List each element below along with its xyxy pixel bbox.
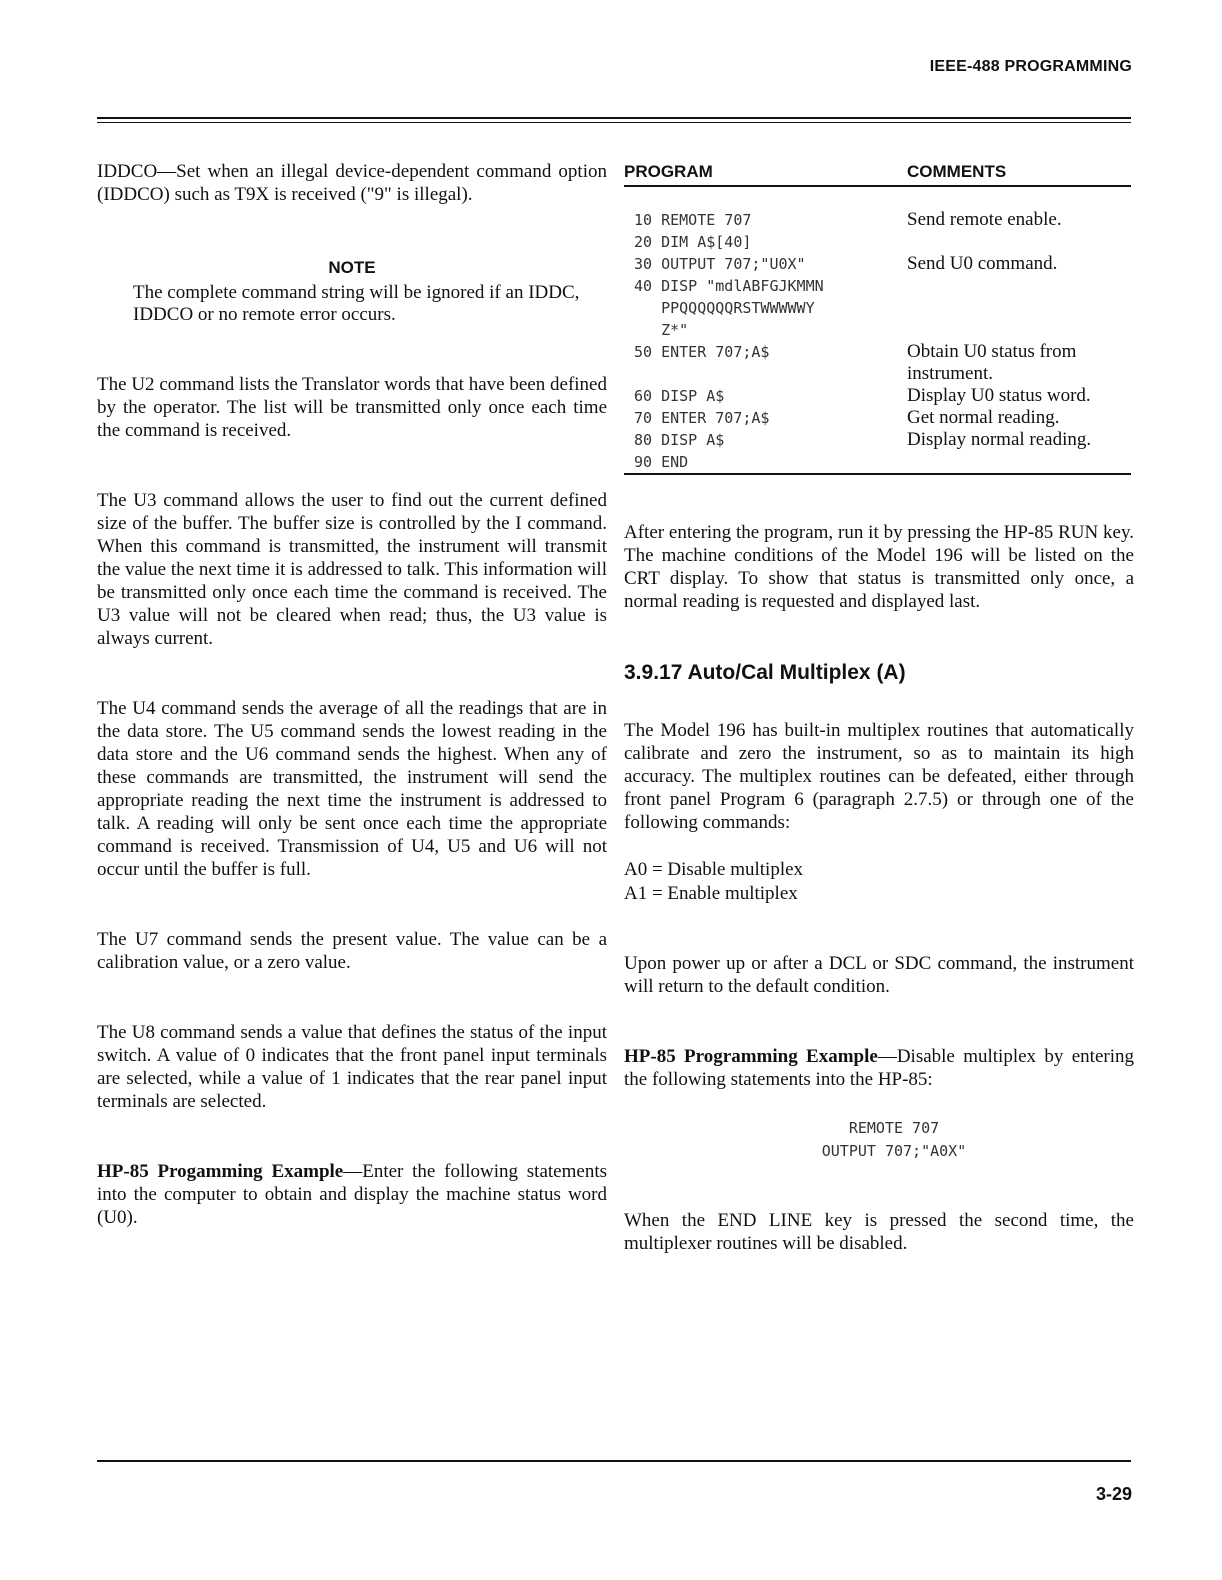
note-title: NOTE: [328, 258, 376, 277]
code-line: 50 ENTER 707;A$: [634, 343, 770, 361]
paragraph-powerup: Upon power up or after a DCL or SDC command, the instrument will return to the default condition.: [624, 953, 1134, 997]
comment: [907, 275, 1131, 297]
code-line: 80 DISP A$: [634, 431, 725, 449]
program-table: [624, 160, 1131, 475]
example-text: —Disable multiplex by entering the following statements into the HP-85:: [624, 1046, 1134, 1090]
paragraph-example-status: [97, 1160, 607, 1229]
example-code: [624, 1117, 1134, 1163]
comment: Obtain U0 status from instrument.: [907, 341, 1077, 384]
comment: Get normal reading.: [907, 407, 1060, 428]
running-header: IEEE-488 PROGRAMMING: [929, 58, 1132, 75]
code-line: 30 OUTPUT 707;"U0X": [634, 255, 806, 273]
table-row: [624, 319, 1131, 341]
comment: [907, 451, 1131, 474]
section-heading: 3.9.17 Auto/Cal Multiplex (A): [624, 661, 906, 684]
table-row: [624, 429, 1131, 451]
code-line: 60 DISP A$: [634, 387, 725, 405]
code-line: Z*": [634, 321, 689, 339]
paragraph-iddco: IDDCO—Set when an illegal device-dependent command option (IDDCO) such as T9X is received ("9" is illegal).: [97, 161, 607, 205]
paragraph-u7: The U7 command sends the present value. The value can be a calibration value, or a zero value.: [97, 929, 607, 973]
table-row: [624, 231, 1131, 253]
comment: Display U0 status word.: [907, 385, 1091, 406]
comment: [907, 297, 1131, 319]
table-row: [624, 297, 1131, 319]
table-row: [624, 451, 1131, 474]
paragraph-u2: The U2 command lists the Translator words that have been defined by the operator. The list will be transmitted only once each time the command is received.: [97, 374, 607, 441]
table-row: [624, 253, 1131, 275]
footer-rule: [97, 1460, 1131, 1462]
paragraph-after-program: After entering the program, run it by pressing the HP-85 RUN key. The machine conditions of the Model 196 will be listed on the CRT display. To show that status is transmitted only once, a normal reading is requested and displayed last.: [624, 522, 1134, 612]
code-line: PPQQQQQQRSTWWWWWY: [634, 299, 815, 317]
example-label: HP-85 Progamming Example: [97, 1161, 344, 1182]
paragraph-endline: When the END LINE key is pressed the second time, the multiplexer routines will be disabled.: [624, 1210, 1134, 1254]
header-rule-thin: [97, 122, 1131, 123]
table-row: [624, 385, 1131, 407]
command-options: [624, 858, 1134, 906]
code-line: OUTPUT 707;"A0X": [821, 1142, 967, 1160]
table-row: [624, 186, 1131, 231]
note-text: The complete command string will be ignored if an IDDC, IDDCO or no remote error occurs.: [133, 282, 580, 325]
comment: Send U0 command.: [907, 253, 1058, 274]
code-line: 20 DIM A$[40]: [634, 233, 752, 251]
table-row: [624, 341, 1131, 385]
right-column: [624, 160, 1134, 1255]
comment: [907, 319, 1131, 341]
code-line: 10 REMOTE 707: [634, 211, 752, 229]
left-column: [97, 160, 607, 1229]
example-text: —Enter the following statements into the computer to obtain and display the machine status word (U0).: [97, 1161, 607, 1228]
program-column-header: PROGRAM: [624, 160, 907, 186]
example-label: HP-85 Programming Example: [624, 1046, 878, 1067]
comment: Display normal reading.: [907, 429, 1092, 450]
header-rule: [97, 117, 1131, 119]
comment: [907, 231, 1131, 253]
code-line: REMOTE 707: [848, 1119, 940, 1137]
code-line: 70 ENTER 707;A$: [634, 409, 770, 427]
comment: Send remote enable.: [907, 209, 1062, 230]
page-number: 3-29: [1095, 1484, 1132, 1504]
table-row: [624, 407, 1131, 429]
paragraph-u3: The U3 command allows the user to find out the current defined size of the buffer. The buffer size is controlled by the I command. When this command is transmitted, the instrument will transmit the value the next time it is addressed to talk. This information will be transmitted only once each time the command is received. The U3 value will not be cleared when read; thus, the U3 value is always current.: [97, 490, 607, 649]
code-line: 90 END: [624, 451, 907, 474]
code-line: 40 DISP "mdlABFGJKMMN: [634, 277, 824, 295]
option-a0: A0 = Disable multiplex: [624, 859, 804, 880]
paragraph-example-multiplex: [624, 1045, 1134, 1091]
table-row: [624, 275, 1131, 297]
paragraph-multiplex: The Model 196 has built-in multiplex routines that automatically calibrate and zero the instrument, so as to maintain its high accuracy. The multiplex routines can be defeated, either through front panel Program 6 (paragraph 2.7.5) or through one of the following commands:: [624, 720, 1134, 833]
option-a1: A1 = Enable multiplex: [624, 883, 798, 904]
comments-column-header: COMMENTS: [907, 160, 1131, 186]
paragraph-u8: The U8 command sends a value that defines the status of the input switch. A value of 0 indicates that the front panel input terminals are selected, while a value of 1 indicates that the rear panel input terminals are selected.: [97, 1022, 607, 1112]
paragraph-u4: The U4 command sends the average of all the readings that are in the data store. The U5 command sends the lowest reading in the data store and the U6 command sends the highest. When any of these commands are transmitted, the instrument will send the appropriate reading the next time the instrument is addressed to talk. A reading will only be sent once each time the appropriate command is received. Transmission of U4, U5 and U6 will not occur until the buffer is full.: [97, 698, 607, 880]
